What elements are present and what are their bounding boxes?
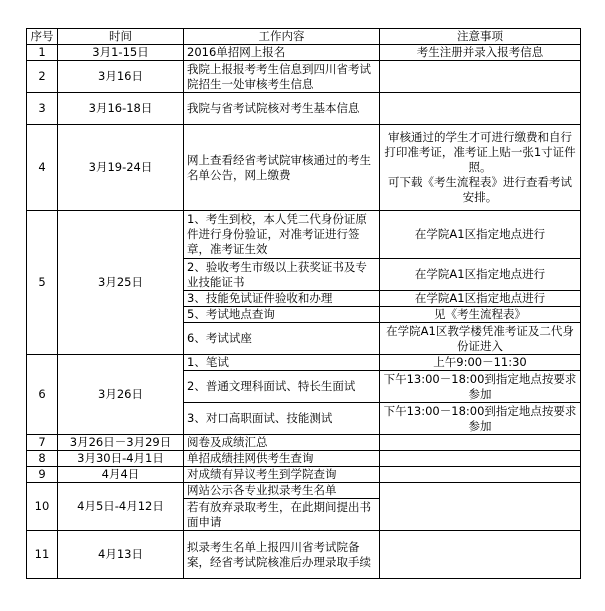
row-notes: 下午13:00－18:00到指定地点按要求参加 bbox=[380, 371, 581, 403]
row-content: 1、考生到校，本人凭二代身份证原件进行身份验证，对准考证进行签章，准考证生效 bbox=[184, 211, 380, 259]
row-content: 5、考试地点查询 bbox=[184, 307, 380, 323]
row-notes bbox=[380, 451, 581, 467]
row-time: 4月5日-4月12日 bbox=[58, 483, 184, 531]
row-notes: 在学院A1区教学楼凭准考证及二代身份证进入 bbox=[380, 323, 581, 355]
row-no: 9 bbox=[27, 467, 58, 483]
row-notes: 在学院A1区指定地点进行 bbox=[380, 291, 581, 307]
row-time: 4月4日 bbox=[58, 467, 184, 483]
row-content: 3、技能免试证件验收和办理 bbox=[184, 291, 380, 307]
row-no: 3 bbox=[27, 93, 58, 125]
row-no: 2 bbox=[27, 61, 58, 93]
row-time: 3月1-15日 bbox=[58, 45, 184, 61]
row-notes bbox=[380, 61, 581, 93]
row-time: 3月16日 bbox=[58, 61, 184, 93]
row-content: 阅卷及成绩汇总 bbox=[184, 435, 380, 451]
row-content: 网上查看经省考试院审核通过的考生名单公告，网上缴费 bbox=[184, 125, 380, 211]
table-row bbox=[27, 531, 581, 579]
row-no: 10 bbox=[27, 483, 58, 531]
table-row bbox=[27, 45, 581, 61]
table-row bbox=[27, 61, 581, 93]
header-time: 时间 bbox=[58, 29, 184, 45]
row-no: 4 bbox=[27, 125, 58, 211]
row-content: 对成绩有异议考生到学院查询 bbox=[184, 467, 380, 483]
row-time: 3月30日-4月1日 bbox=[58, 451, 184, 467]
row-no: 11 bbox=[27, 531, 58, 579]
row-no: 1 bbox=[27, 45, 58, 61]
row-time: 3月26日－3月29日 bbox=[58, 435, 184, 451]
table-row bbox=[27, 467, 581, 483]
row-time: 4月13日 bbox=[58, 531, 184, 579]
row-content: 若有放弃录取考生，在此期间提出书面申请 bbox=[184, 499, 380, 531]
row-time: 3月16-18日 bbox=[58, 93, 184, 125]
schedule-table bbox=[26, 28, 581, 579]
header-content: 工作内容 bbox=[184, 29, 380, 45]
row-time: 3月25日 bbox=[58, 211, 184, 355]
row-notes: 在学院A1区指定地点进行 bbox=[380, 211, 581, 259]
row-content: 2016单招网上报名 bbox=[184, 45, 380, 61]
row-content: 我院上报报考考生信息到四川省考试院招生一处审核考生信息 bbox=[184, 61, 380, 93]
row-content: 6、考试试座 bbox=[184, 323, 380, 355]
table-row bbox=[27, 435, 581, 451]
row-notes: 在学院A1区指定地点进行 bbox=[380, 259, 581, 291]
row-notes bbox=[380, 93, 581, 125]
table-row bbox=[27, 483, 581, 499]
row-content: 3、对口高职面试、技能测试 bbox=[184, 403, 380, 435]
row-content: 2、验收考生市级以上获奖证书及专业技能证书 bbox=[184, 259, 380, 291]
header-notes: 注意事项 bbox=[380, 29, 581, 45]
row-content: 1、笔试 bbox=[184, 355, 380, 371]
row-content: 单招成绩挂网供考生查询 bbox=[184, 451, 380, 467]
row-no: 6 bbox=[27, 355, 58, 435]
row-notes bbox=[380, 483, 581, 531]
header-no: 序号 bbox=[27, 29, 58, 45]
row-notes: 下午13:00－18:00到指定地点按要求参加 bbox=[380, 403, 581, 435]
table-row bbox=[27, 93, 581, 125]
row-notes: 见《考生流程表》 bbox=[380, 307, 581, 323]
row-time: 3月19-24日 bbox=[58, 125, 184, 211]
row-no: 8 bbox=[27, 451, 58, 467]
header-row bbox=[27, 29, 581, 45]
row-notes bbox=[380, 531, 581, 579]
row-content: 网站公示各专业拟录考生名单 bbox=[184, 483, 380, 499]
table-row bbox=[27, 451, 581, 467]
row-no: 5 bbox=[27, 211, 58, 355]
row-content: 拟录考生名单上报四川省考试院备案，经省考试院核准后办理录取手续 bbox=[184, 531, 380, 579]
row-notes bbox=[380, 435, 581, 451]
row-notes: 审核通过的学生才可进行缴费和自行打印准考证，准考证上贴一张1寸证件照。 可下载《考生流程表》进行查看考试安排。 bbox=[380, 125, 581, 211]
table-row bbox=[27, 125, 581, 211]
row-time: 3月26日 bbox=[58, 355, 184, 435]
row-notes: 上午9:00－11:30 bbox=[380, 355, 581, 371]
row-no: 7 bbox=[27, 435, 58, 451]
table-row bbox=[27, 355, 581, 371]
row-content: 我院与省考试院核对考生基本信息 bbox=[184, 93, 380, 125]
row-content: 2、普通文理科面试、特长生面试 bbox=[184, 371, 380, 403]
table-row bbox=[27, 211, 581, 259]
row-notes: 考生注册并录入报考信息 bbox=[380, 45, 581, 61]
row-notes bbox=[380, 467, 581, 483]
